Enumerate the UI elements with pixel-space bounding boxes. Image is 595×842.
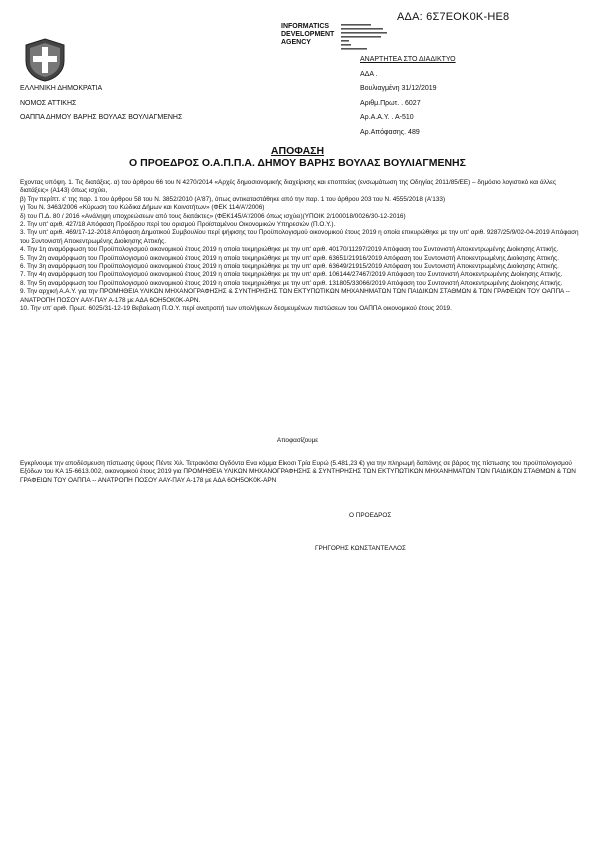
greek-coat-of-arms-icon xyxy=(22,37,68,83)
paragraph: 6. Την 3η αναμόρφωση του Προϋπολογισμού οικονομικού έτους 2019 η οποία τεκμηριώθηκε με την υπ' αριθ. 63649/21915/2019 Απόφαση του Συντονιστή Αποκεντρωμένης Διοίκησης Αττικής. xyxy=(20,263,559,271)
paragraph: 10. Την υπ' αριθ. Πρωτ. 6025/31-12-19 Βεβαίωση Π.Ο.Υ. περί ανατροπή των υπολήψεων δεσμευμένων πιστώσεων του ΟΑΠΠΑ οικονομικού έτους 2019. xyxy=(20,305,452,313)
document-title: ΑΠΟΦΑΣΗ xyxy=(270,145,325,157)
paragraph: γ) Του Ν. 3463/2006 «Κύρωση του Κώδικα Δήμων και Κοινοτήτων» (ΦΕΚ 114/Α'/2006) xyxy=(20,204,265,212)
paragraph: Εχοντας υπόψη. 1. Τις διατάξεις. α) του άρθρου 66 του Ν 4270/2014 «Αρχές δημοσιονομικής διαχείρισης και εποπτείας (ενσωμάτωση της Οδηγίας 2011/85/ΕΕ) – δημόσιο λογιστικό και άλλες διατάξεις» (Α143) όπως ισχύει, xyxy=(20,179,557,195)
paragraph: 9. Την αρχική Α.Α.Υ. για την ΠΡΟΜΗΘΕΙΑ ΥΛΙΚΩΝ ΜΗΧΑΝΟΓΡΑΦΗΣΗΣ & ΣΥΝΤΗΡΗΣΗΣ ΤΩΝ ΕΚΤΥΠΩΤΙΚΩΝ ΜΗΧΑΝΗΜΑΤΩΝ ΤΩΝ ΠΑΙΔΙΚΩΝ ΣΤΑΘΜΩΝ & ΤΩΝ ΓΡΑΦΕΙΩΝ ΤΟΥ ΟΑΠΠΑ -- ΑΝΑΤΡΟΠΗ ΠΟΣΟΥ ΑΑΥ-ΠΑΥ Α-178 με ΑΔΑ 6ΟΗ5ΟΚ0Κ-ΑΡΝ. xyxy=(20,288,571,304)
paragraph: β) Την περίπτ. ε' της παρ. 1 του άρθρου 58 του Ν. 3852/2010 (Α'87), όπως αντικαταστάθηκε από την παρ. 1 του άρθρου 203 του Ν. 4555/2018 (Α'133) xyxy=(20,195,446,203)
paragraph: 3. Την υπ' αριθ. 469/17-12-2018 Απόφαση Δημοτικού Συμβουλίου περί ψήφισης του Προϋπολογισμού οικονομικού έτους 2019 η οποία επικυρώθηκε με την υπ' αριθ. 9287/25/9/02-04-2019 Απόφαση του Συντονιστή Αποκεντρωμένης Διοίκησης Αττικής. xyxy=(20,229,579,245)
paragraph: 5. Την 2η αναμόρφωση του Προϋπολογισμού οικονομικού έτους 2019 η οποία τεκμηριώθηκε με την υπ' αριθ. 63651/21916/2019 Απόφαση του Συντονιστή Αποκεντρωμένης Διοίκησης Αττικής. xyxy=(20,254,559,262)
ada-code: ΑΔΑ: 6Σ7ΕΟΚ0Κ-ΗΕ8 xyxy=(397,11,510,23)
issuer-block: ΕΛΛΗΝΙΚΗ ΔΗΜΟΚΡΑΤΙΑ ΝΟΜΟΣ ΑΤΤΙΚΗΣ ΟΑΠΠΑ ΔΗΜΟΥ ΒΑΡΗΣ ΒΟΥΛΑΣ ΒΟΥΛΙΑΓΜΕΝΗΣ xyxy=(20,85,183,121)
paragraph: 4. Την 1η αναμόρφωση του Προϋπολογισμού οικονομικού έτους 2019 η οποία τεκμηριώθηκε με την υπ' αριθ. 40170/11297/2019 Απόφαση του Συντονιστή Αποκεντρωμένης Διοίκησης Αττικής. xyxy=(20,246,559,254)
paragraph: 7. Την 4η αναμόρφωση του Προϋπολογισμού οικονομικού έτους 2019 η οποία τεκμηριώθηκε με την υπ' αριθ. 106144/27467/2019 Απόφαση του Συντονιστή Αποκεντρωμένης Διοίκησης Αττικής. xyxy=(20,271,563,279)
paragraph: 2. Την υπ' αριθ. 427/18 Απόφαση Προέδρου περί του ορισμού Προϊσταμένου Οικονομικών Υπηρεσιών (Π.Ο.Υ.). xyxy=(20,221,336,229)
decision-text: Εγκρίνουμε την αποδέσμευση πίστωσης ύψους Πέντε Χιλ. Τετρακόσια Ογδόντα Ενα κόμμα Είκοσι Τρία Ευρώ (5.481,23 €) για την πληρωμή δαπάνης σε βάρος της πίστωσης του προϋπολογισμού Εξόδων του ΚΑ 15-6613.002, οικονομικού έτους 2019 για ΠΡΟΜΗΘΕΙΑ ΥΛΙΚΩΝ ΜΗΧΑΝΟΓΡΑΦΗΣΗΣ & ΣΥΝΤΗΡΗΣΗΣ ΤΩΝ ΕΚΤΥΠΩΤΙΚΩΝ ΜΗΧΑΝΗΜΑΤΩΝ ΤΩΝ ΠΑΙΔΙΚΩΝ ΣΤΑΘΜΩΝ & ΤΩΝ ΓΡΑΦΕΙΩΝ ΤΟΥ ΟΑΠΠΑ -- ΑΝΑΤΡΟΠΗ ΠΟΣΟΥ ΑΑΥ-ΠΑΥ Α-178 με ΑΔΑ 6ΟΗ5ΟΚ0Κ-ΑΡΝ xyxy=(20,460,576,484)
signatory-name: ΓΡΗΓΟΡΗΣ ΚΩΝΣΤΑΝΤΕΛΛΟΣ xyxy=(315,545,406,552)
document-subtitle: Ο ΠΡΟΕΔΡΟΣ Ο.Α.Π.Π.Α. ΔΗΜΟΥ ΒΑΡΗΣ ΒΟΥΛΑΣ ΒΟΥΛΙΑΓΜΕΝΗΣ xyxy=(129,157,466,169)
decision-heading: Αποφασίζουμε xyxy=(276,437,319,444)
informatics-agency-logo: INFORMATICS DEVELOPMENT AGENCY xyxy=(281,23,335,46)
paragraph: 8. Την 5η αναμόρφωση του Προϋπολογισμού οικονομικού έτους 2019 η οποία τεκμηριώθηκε με την υπ' αριθ. 131805/33066/2019 Απόφαση του Συντονιστή Αποκεντρωμένης Διοίκησης Αττικής. xyxy=(20,279,563,287)
document-metadata-block: ΑΝΑΡΤΗΤΕΑ ΣΤΟ ΔΙΑΔΙΚΤΥΟ ΑΔΑ . Βουλιαγμένη 31/12/2019 Αριθμ.Πρωτ. . 6027 Αρ.Α.Α.Υ. . Α-510 Αρ.Απόφασης. 489 xyxy=(360,56,456,136)
paragraph: δ) του Π.Δ. 80 / 2016 «Ανάληψη υποχρεώσεων από τους διατάκτες» (ΦΕΚ145/Α'/2006 όπως ισχύει)(ΥΠΟΙΚ 2/100018/0026/30-12-2016) xyxy=(20,212,406,220)
agency-fine-print-graphic xyxy=(341,23,399,53)
considerations-body xyxy=(20,179,580,314)
signatory-title: Ο ΠΡΟΕΔΡΟΣ xyxy=(349,512,392,519)
